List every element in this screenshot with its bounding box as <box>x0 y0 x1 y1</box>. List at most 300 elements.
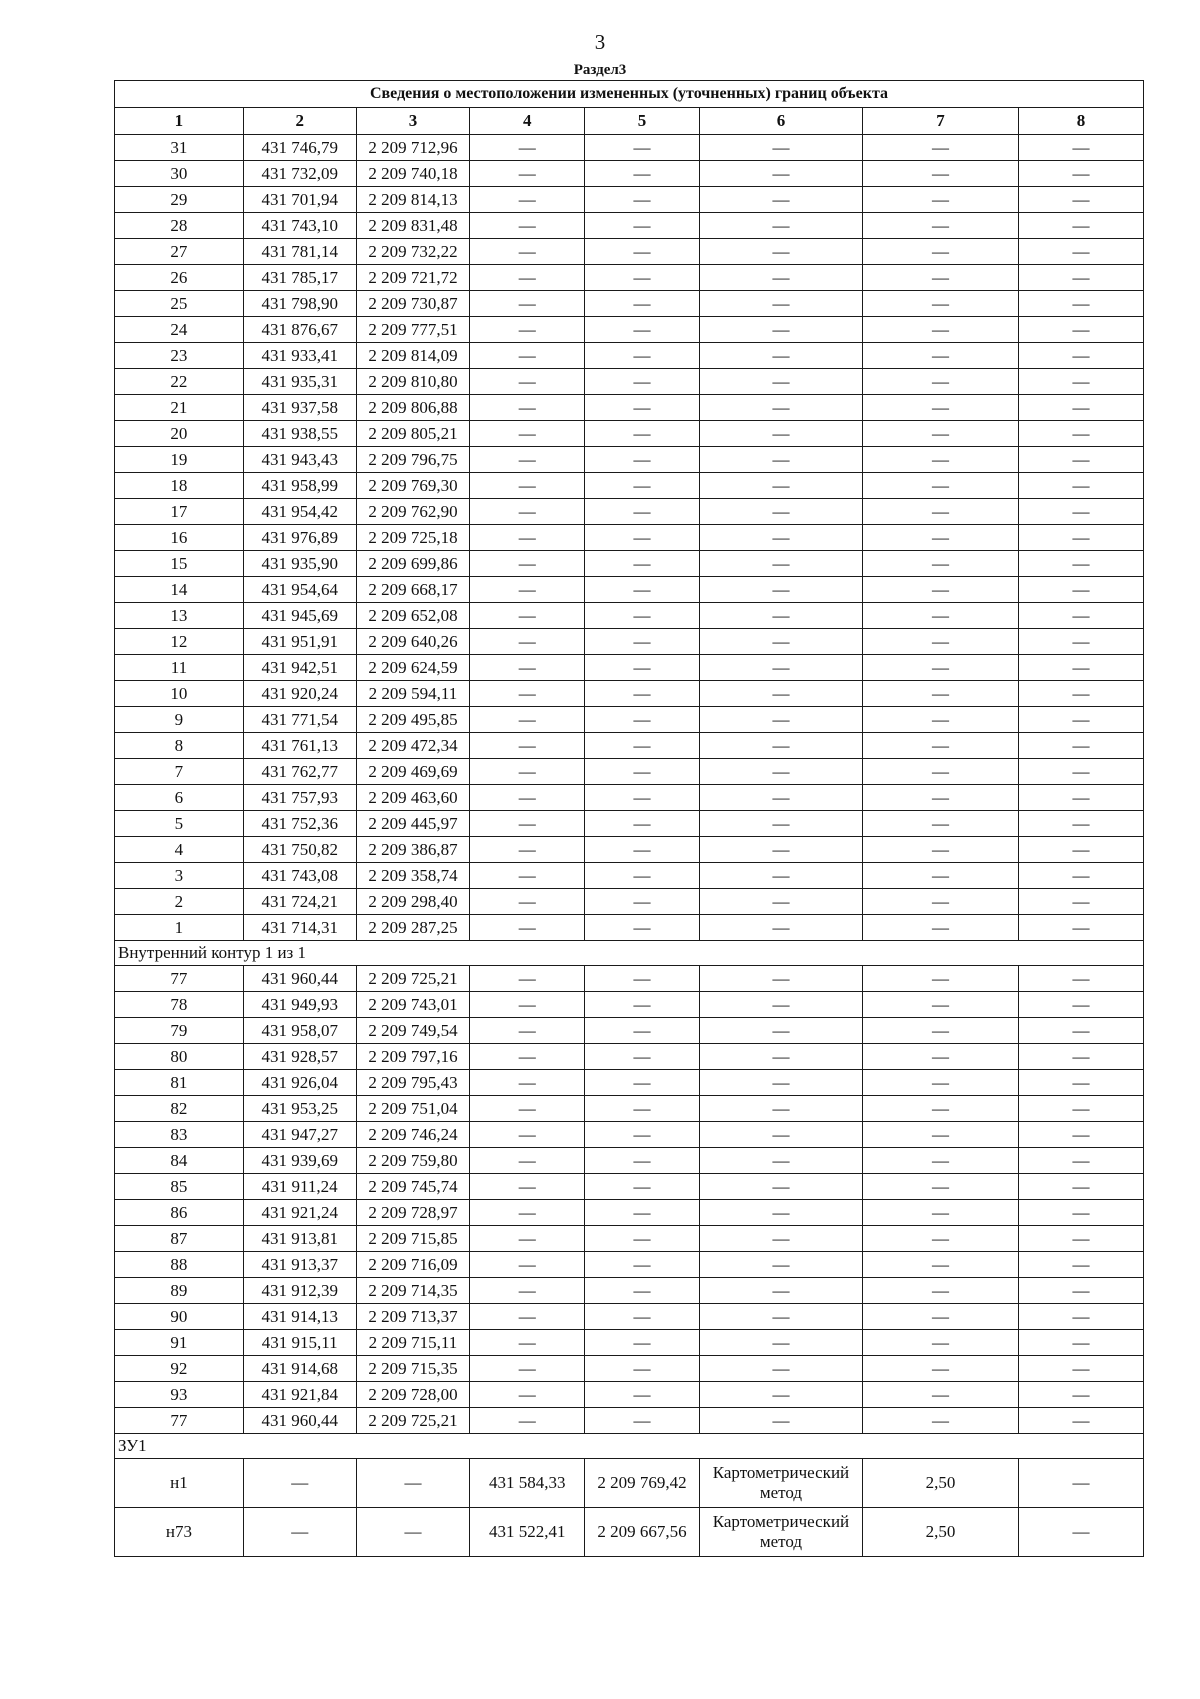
point-number: 2 <box>115 889 244 915</box>
empty-dash: — <box>699 1252 862 1278</box>
coordinate-y: 2 209 699,86 <box>356 551 470 577</box>
point-number: 14 <box>115 577 244 603</box>
empty-dash: — <box>1019 1356 1144 1382</box>
empty-dash: — <box>863 707 1019 733</box>
land-plot-label-row <box>115 1434 1144 1459</box>
empty-dash: — <box>1019 1252 1144 1278</box>
coordinate-x: 431 761,13 <box>243 733 356 759</box>
column-number: 1 <box>115 108 244 135</box>
coordinate-x: 431 914,68 <box>243 1356 356 1382</box>
empty-dash: — <box>863 135 1019 161</box>
empty-dash: — <box>470 1330 585 1356</box>
coordinate-x: 431 921,24 <box>243 1200 356 1226</box>
empty-dash: — <box>470 629 585 655</box>
empty-dash: — <box>699 1148 862 1174</box>
coordinate-y: 2 209 712,96 <box>356 135 470 161</box>
coordinate-x: 431 714,31 <box>243 915 356 941</box>
table-row <box>115 187 1144 213</box>
method: Картометрический метод <box>699 1508 862 1557</box>
empty-dash: — <box>699 1200 862 1226</box>
coordinate-y: 2 209 386,87 <box>356 837 470 863</box>
empty-dash: — <box>699 681 862 707</box>
coordinate-y: 2 209 472,34 <box>356 733 470 759</box>
empty-dash: — <box>1019 992 1144 1018</box>
coordinate-x: 431 913,81 <box>243 1226 356 1252</box>
empty-dash: — <box>863 161 1019 187</box>
coordinate-y: 2 209 287,25 <box>356 915 470 941</box>
empty-dash: — <box>863 1408 1019 1434</box>
empty-dash: — <box>470 992 585 1018</box>
point-number: 30 <box>115 161 244 187</box>
point-number: 82 <box>115 1096 244 1122</box>
empty-dash: — <box>585 837 700 863</box>
empty-dash: — <box>1019 135 1144 161</box>
coordinate-x: 431 976,89 <box>243 525 356 551</box>
point-number: 21 <box>115 395 244 421</box>
empty-dash: — <box>863 421 1019 447</box>
empty-dash: — <box>470 577 585 603</box>
new-coordinate-x: 431 584,33 <box>470 1459 585 1508</box>
empty-dash: — <box>585 707 700 733</box>
table-row <box>115 551 1144 577</box>
empty-dash: — <box>1019 1408 1144 1434</box>
empty-dash: — <box>863 629 1019 655</box>
coordinate-x: 431 913,37 <box>243 1252 356 1278</box>
coordinate-x: 431 921,84 <box>243 1382 356 1408</box>
empty-dash: — <box>863 681 1019 707</box>
empty-dash: — <box>470 1252 585 1278</box>
table-row <box>115 1226 1144 1252</box>
coordinate-y: 2 209 725,18 <box>356 525 470 551</box>
table-row <box>115 213 1144 239</box>
empty-dash: — <box>470 447 585 473</box>
empty-dash: — <box>699 369 862 395</box>
empty-dash: — <box>699 966 862 992</box>
empty-dash: — <box>1019 525 1144 551</box>
empty-dash: — <box>470 1148 585 1174</box>
empty-dash: — <box>699 343 862 369</box>
empty-dash: — <box>585 187 700 213</box>
point-number: 28 <box>115 213 244 239</box>
coordinate-x: 431 876,67 <box>243 317 356 343</box>
point-number: 93 <box>115 1382 244 1408</box>
table-row <box>115 317 1144 343</box>
coordinate-y: 2 209 445,97 <box>356 811 470 837</box>
coordinate-x: 431 960,44 <box>243 966 356 992</box>
coordinate-y: 2 209 795,43 <box>356 1070 470 1096</box>
coordinate-y: 2 209 814,09 <box>356 343 470 369</box>
empty-dash: — <box>863 1070 1019 1096</box>
empty-dash: — <box>1019 1278 1144 1304</box>
table-title-row <box>115 81 1144 108</box>
empty-dash: — <box>470 1408 585 1434</box>
empty-dash: — <box>863 837 1019 863</box>
coordinate-y: 2 209 759,80 <box>356 1148 470 1174</box>
empty-dash: — <box>585 161 700 187</box>
empty-dash: — <box>470 966 585 992</box>
empty-dash: — <box>863 291 1019 317</box>
coordinate-y: 2 209 463,60 <box>356 785 470 811</box>
point-number: 8 <box>115 733 244 759</box>
empty-dash: — <box>699 421 862 447</box>
empty-dash: — <box>1019 421 1144 447</box>
coordinate-y: 2 209 745,74 <box>356 1174 470 1200</box>
coordinate-x: 431 960,44 <box>243 1408 356 1434</box>
empty-dash: — <box>585 992 700 1018</box>
empty-dash: — <box>863 265 1019 291</box>
table-row <box>115 811 1144 837</box>
empty-dash: — <box>1019 1226 1144 1252</box>
empty-dash: — <box>585 655 700 681</box>
coordinate-x: 431 912,39 <box>243 1278 356 1304</box>
table-row <box>115 369 1144 395</box>
coordinate-y: 2 209 831,48 <box>356 213 470 239</box>
coordinate-y: 2 209 746,24 <box>356 1122 470 1148</box>
coordinate-y: 2 209 728,00 <box>356 1382 470 1408</box>
coordinate-y: 2 209 740,18 <box>356 161 470 187</box>
empty-dash: — <box>585 343 700 369</box>
land-plot-label: ЗУ1 <box>115 1434 1144 1459</box>
table-row <box>115 759 1144 785</box>
boundary-table <box>114 80 1144 1557</box>
empty-dash: — <box>585 1278 700 1304</box>
point-number: 6 <box>115 785 244 811</box>
empty-dash: — <box>1019 915 1144 941</box>
empty-dash: — <box>699 915 862 941</box>
coordinate-y: 2 209 298,40 <box>356 889 470 915</box>
coordinate-y: 2 209 715,85 <box>356 1226 470 1252</box>
empty-dash: — <box>585 369 700 395</box>
coordinate-x: 431 762,77 <box>243 759 356 785</box>
empty-dash: — <box>585 525 700 551</box>
coordinate-x: 431 911,24 <box>243 1174 356 1200</box>
empty-dash: — <box>863 1122 1019 1148</box>
table-row <box>115 447 1144 473</box>
table-row <box>115 1122 1144 1148</box>
table-row <box>115 265 1144 291</box>
empty-dash: — <box>470 1356 585 1382</box>
empty-dash: — <box>863 1148 1019 1174</box>
empty-dash: — <box>470 837 585 863</box>
empty-dash: — <box>585 213 700 239</box>
empty-dash: — <box>863 966 1019 992</box>
empty-dash: — <box>863 1356 1019 1382</box>
empty-dash: — <box>699 395 862 421</box>
empty-dash: — <box>699 161 862 187</box>
table-row <box>115 1252 1144 1278</box>
table-row <box>115 343 1144 369</box>
table-row <box>115 681 1144 707</box>
empty-dash: — <box>699 1096 862 1122</box>
empty-dash: — <box>699 187 862 213</box>
empty-dash: — <box>585 785 700 811</box>
empty-dash: — <box>470 369 585 395</box>
coordinate-y: 2 209 728,97 <box>356 1200 470 1226</box>
empty-dash: — <box>699 889 862 915</box>
point-number: 17 <box>115 499 244 525</box>
point-number: 1 <box>115 915 244 941</box>
table-row <box>115 421 1144 447</box>
empty-dash: — <box>585 1044 700 1070</box>
empty-dash: — <box>863 1174 1019 1200</box>
empty-dash: — <box>863 1382 1019 1408</box>
empty-dash: — <box>699 525 862 551</box>
empty-dash: — <box>1019 1018 1144 1044</box>
table-row <box>115 655 1144 681</box>
empty-dash: — <box>585 473 700 499</box>
point-number: 15 <box>115 551 244 577</box>
table-row <box>115 161 1144 187</box>
empty-dash: — <box>470 317 585 343</box>
point-number: н1 <box>115 1459 244 1508</box>
point-number: 11 <box>115 655 244 681</box>
empty-dash: — <box>1019 785 1144 811</box>
column-number: 6 <box>699 108 862 135</box>
coordinate-x: 431 945,69 <box>243 603 356 629</box>
empty-dash: — <box>585 889 700 915</box>
empty-dash: — <box>470 343 585 369</box>
point-number: 5 <box>115 811 244 837</box>
empty-dash: — <box>470 1382 585 1408</box>
coordinate-x: 431 771,54 <box>243 707 356 733</box>
coordinate-x: 431 752,36 <box>243 811 356 837</box>
empty-dash: — <box>1019 577 1144 603</box>
point-number: 7 <box>115 759 244 785</box>
empty-dash: — <box>699 655 862 681</box>
empty-dash: — <box>585 915 700 941</box>
new-coordinate-y: 2 209 769,42 <box>585 1459 700 1508</box>
table-row <box>115 707 1144 733</box>
empty-dash: — <box>470 499 585 525</box>
empty-dash: — <box>1019 1070 1144 1096</box>
point-number: 81 <box>115 1070 244 1096</box>
empty-dash: — <box>470 915 585 941</box>
empty-dash: — <box>585 135 700 161</box>
empty-dash: — <box>585 499 700 525</box>
empty-dash: — <box>863 525 1019 551</box>
table-row <box>115 1148 1144 1174</box>
empty-dash: — <box>470 551 585 577</box>
empty-dash: — <box>1019 707 1144 733</box>
table-row <box>115 733 1144 759</box>
coordinate-x: 431 954,64 <box>243 577 356 603</box>
empty-dash: — <box>863 499 1019 525</box>
empty-dash: — <box>585 395 700 421</box>
coordinate-y: 2 209 805,21 <box>356 421 470 447</box>
empty-dash: — <box>356 1508 470 1557</box>
point-number: 12 <box>115 629 244 655</box>
table-row <box>115 889 1144 915</box>
coordinate-y: 2 209 806,88 <box>356 395 470 421</box>
empty-dash: — <box>470 213 585 239</box>
coordinate-x: 431 701,94 <box>243 187 356 213</box>
empty-dash: — <box>470 733 585 759</box>
empty-dash: — <box>699 707 862 733</box>
empty-dash: — <box>699 291 862 317</box>
point-number: 31 <box>115 135 244 161</box>
empty-dash: — <box>1019 1200 1144 1226</box>
coordinate-x: 431 798,90 <box>243 291 356 317</box>
empty-dash: — <box>585 1122 700 1148</box>
empty-dash: — <box>1019 966 1144 992</box>
point-number: 80 <box>115 1044 244 1070</box>
table-row <box>115 1044 1144 1070</box>
coordinate-x: 431 939,69 <box>243 1148 356 1174</box>
empty-dash: — <box>863 239 1019 265</box>
point-number: 91 <box>115 1330 244 1356</box>
empty-dash: — <box>1019 655 1144 681</box>
empty-dash: — <box>699 1226 862 1252</box>
empty-dash: — <box>699 447 862 473</box>
new-coordinate-y: 2 209 667,56 <box>585 1508 700 1557</box>
section-label: Раздел3 <box>573 62 627 78</box>
coordinate-y: 2 209 796,75 <box>356 447 470 473</box>
column-number: 7 <box>863 108 1019 135</box>
empty-dash: — <box>585 1408 700 1434</box>
point-number: 83 <box>115 1122 244 1148</box>
coordinate-x: 431 920,24 <box>243 681 356 707</box>
coordinate-y: 2 209 732,22 <box>356 239 470 265</box>
coordinate-x: 431 935,90 <box>243 551 356 577</box>
point-number: 24 <box>115 317 244 343</box>
table-row <box>115 135 1144 161</box>
empty-dash: — <box>585 681 700 707</box>
coordinate-x: 431 743,08 <box>243 863 356 889</box>
empty-dash: — <box>699 811 862 837</box>
empty-dash: — <box>699 1304 862 1330</box>
table-row <box>115 629 1144 655</box>
point-number: 77 <box>115 966 244 992</box>
coordinate-x: 431 947,27 <box>243 1122 356 1148</box>
empty-dash: — <box>470 1044 585 1070</box>
table-row <box>115 395 1144 421</box>
coordinate-x: 431 928,57 <box>243 1044 356 1070</box>
empty-dash: — <box>1019 759 1144 785</box>
empty-dash: — <box>1019 733 1144 759</box>
empty-dash: — <box>470 785 585 811</box>
coordinate-x: 431 750,82 <box>243 837 356 863</box>
empty-dash: — <box>699 1408 862 1434</box>
empty-dash: — <box>1019 603 1144 629</box>
empty-dash: — <box>863 1018 1019 1044</box>
empty-dash: — <box>699 135 862 161</box>
empty-dash: — <box>470 161 585 187</box>
coordinate-y: 2 209 814,13 <box>356 187 470 213</box>
empty-dash: — <box>470 187 585 213</box>
point-number: 90 <box>115 1304 244 1330</box>
empty-dash: — <box>863 395 1019 421</box>
empty-dash: — <box>863 785 1019 811</box>
empty-dash: — <box>1019 161 1144 187</box>
column-number: 3 <box>356 108 470 135</box>
empty-dash: — <box>1019 1508 1144 1557</box>
point-number: 23 <box>115 343 244 369</box>
empty-dash: — <box>1019 213 1144 239</box>
empty-dash: — <box>470 1174 585 1200</box>
empty-dash: — <box>585 1330 700 1356</box>
empty-dash: — <box>699 785 862 811</box>
table-row <box>115 499 1144 525</box>
coordinate-y: 2 209 624,59 <box>356 655 470 681</box>
point-number: 87 <box>115 1226 244 1252</box>
point-number: 4 <box>115 837 244 863</box>
empty-dash: — <box>699 863 862 889</box>
empty-dash: — <box>1019 811 1144 837</box>
empty-dash: — <box>863 1278 1019 1304</box>
empty-dash: — <box>585 421 700 447</box>
empty-dash: — <box>699 992 862 1018</box>
coordinate-y: 2 209 668,17 <box>356 577 470 603</box>
empty-dash: — <box>699 577 862 603</box>
point-number: 9 <box>115 707 244 733</box>
table-row <box>115 1096 1144 1122</box>
empty-dash: — <box>470 811 585 837</box>
table-row <box>115 1382 1144 1408</box>
empty-dash: — <box>1019 447 1144 473</box>
empty-dash: — <box>1019 551 1144 577</box>
point-number: 84 <box>115 1148 244 1174</box>
coordinate-x: 431 958,99 <box>243 473 356 499</box>
empty-dash: — <box>699 1044 862 1070</box>
empty-dash: — <box>585 239 700 265</box>
coordinate-x: 431 938,55 <box>243 421 356 447</box>
table-row <box>115 1070 1144 1096</box>
empty-dash: — <box>699 1174 862 1200</box>
table-body <box>115 81 1144 1557</box>
accuracy: 2,50 <box>863 1459 1019 1508</box>
empty-dash: — <box>470 1304 585 1330</box>
empty-dash: — <box>1019 317 1144 343</box>
point-number: н73 <box>115 1508 244 1557</box>
empty-dash: — <box>863 213 1019 239</box>
empty-dash: — <box>470 291 585 317</box>
empty-dash: — <box>863 1200 1019 1226</box>
empty-dash: — <box>1019 1459 1144 1508</box>
table-row <box>115 239 1144 265</box>
empty-dash: — <box>863 447 1019 473</box>
empty-dash: — <box>863 889 1019 915</box>
table-row <box>115 577 1144 603</box>
coordinate-x: 431 953,25 <box>243 1096 356 1122</box>
coordinate-y: 2 209 594,11 <box>356 681 470 707</box>
point-number: 77 <box>115 1408 244 1434</box>
point-number: 25 <box>115 291 244 317</box>
empty-dash: — <box>585 1070 700 1096</box>
empty-dash: — <box>1019 187 1144 213</box>
empty-dash: — <box>1019 1096 1144 1122</box>
table-row <box>115 992 1144 1018</box>
table-row <box>115 915 1144 941</box>
coordinate-y: 2 209 721,72 <box>356 265 470 291</box>
page-number: 3 <box>594 30 606 54</box>
empty-dash: — <box>1019 1044 1144 1070</box>
empty-dash: — <box>1019 1382 1144 1408</box>
empty-dash: — <box>863 733 1019 759</box>
empty-dash: — <box>1019 239 1144 265</box>
column-number: 2 <box>243 108 356 135</box>
point-number: 20 <box>115 421 244 447</box>
table-row <box>115 1508 1144 1557</box>
empty-dash: — <box>699 1070 862 1096</box>
empty-dash: — <box>470 395 585 421</box>
accuracy: 2,50 <box>863 1508 1019 1557</box>
coordinate-y: 2 209 495,85 <box>356 707 470 733</box>
empty-dash: — <box>1019 863 1144 889</box>
coordinate-y: 2 209 652,08 <box>356 603 470 629</box>
empty-dash: — <box>585 603 700 629</box>
empty-dash: — <box>470 1070 585 1096</box>
empty-dash: — <box>356 1459 470 1508</box>
